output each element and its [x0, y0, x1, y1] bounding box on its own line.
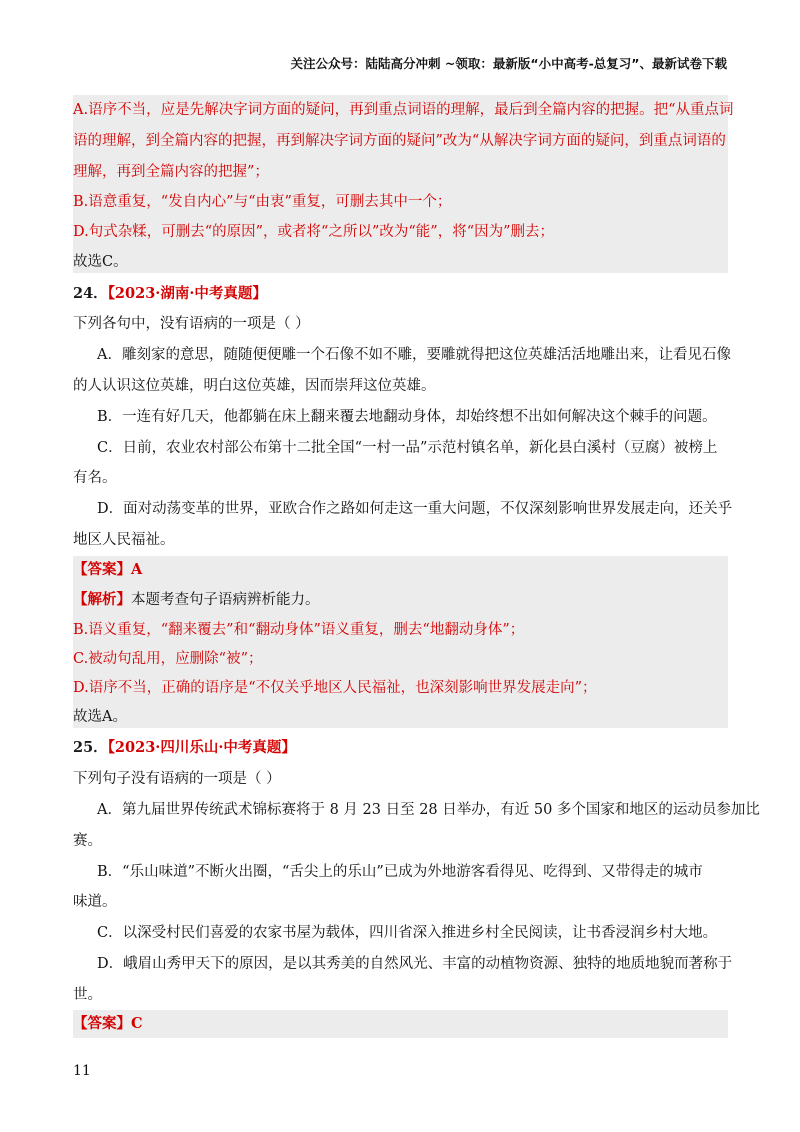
- answer-value: C: [131, 1015, 143, 1032]
- analysis-label: 【解析】: [73, 591, 131, 608]
- analysis-line: B.语义重复，“翻来覆去”和“翻动身体”语义重复，删去“地翻动身体”；: [73, 622, 525, 638]
- option-d-cont: 地区人民福祉。: [73, 532, 175, 548]
- stem-text: 语病的一项是（ ）: [189, 316, 310, 332]
- analysis-conclusion: 故选A。: [73, 709, 127, 725]
- question-number: 24．: [73, 285, 108, 302]
- emphasis-dots: • • 没有: [160, 316, 189, 332]
- page-header: 关注公众号：陆陆高分冲刺 ~领取：最新版“小中高考-总复习”、最新试卷下载: [290, 56, 727, 71]
- analysis-24: [73, 586, 320, 614]
- option-b-cont: 味道。: [73, 894, 117, 910]
- prev-analysis-line: A.语序不当，应是先解决字词方面的疑问，再到重点词语的理解，最后到全篇内容的把握。把“从重点词: [73, 102, 734, 118]
- prev-analysis-line: B.语意重复，“发自内心”与“由衷”重复，可删去其中一个；: [73, 194, 452, 210]
- question-source: 【2023·湖南·中考真题】: [107, 285, 267, 302]
- question-24-heading: [73, 280, 267, 308]
- prev-analysis-line: 语的理解，到全篇内容的把握，再到解决字词方面的疑问”改为“从解决字词方面的疑问，到重点词语的: [73, 133, 726, 149]
- option-a: A．第九届世界传统武术锦标赛将于 8 月 23 日至 28 日举办，有近 50 多个国家和地区的运动员参加比: [97, 802, 760, 818]
- analysis-line: C.被动句乱用，应删除“被”；: [73, 651, 263, 667]
- option-c: C．日前，农业农村部公布第十二批全国“一村一品”示范村镇名单，新化县白溪村（豆腐）被榜上: [97, 440, 718, 456]
- analysis-line: D.语序不当，正确的语序是“不仅关乎地区人民福祉，也深刻影响世界发展走向”；: [73, 680, 597, 696]
- answer-label: 【答案】: [73, 1015, 131, 1032]
- question-24-stem: [73, 310, 310, 338]
- option-b: B．一连有好几天，他都躺在床上翻来覆去地翻动身体，却始终想不出如何解决这个棘手的问题。: [97, 409, 717, 425]
- answer-label: 【答案】: [73, 561, 131, 578]
- option-a-cont: 赛。: [73, 833, 102, 849]
- option-a-cont: 的人认识这位英雄，明白这位英雄，因而崇拜这位英雄。: [73, 378, 436, 394]
- stem-text: 下列各句中，: [73, 316, 160, 332]
- option-b: B．“乐山味道”不断火出圈，“舌尖上的乐山”已成为外地游客看得见、吃得到、又带得走的城市: [97, 864, 703, 880]
- question-25-heading: [73, 734, 296, 762]
- option-d: D．峨眉山秀甲天下的原因，是以其秀美的自然风光、丰富的动植物资源、独特的地质地貌而著称于: [97, 956, 733, 972]
- question-number: 25．: [73, 739, 108, 756]
- answer-24: [73, 556, 142, 584]
- option-d: D．面对动荡变革的世界，亚欧合作之路如何走这一重大问题，不仅深刻影响世界发展走向，还关乎: [97, 501, 733, 517]
- answer-25: [73, 1010, 143, 1038]
- prev-analysis-line: D.句式杂糅，可删去“的原因”，或者将“之所以”改为“能”，将“因为”删去；: [73, 224, 555, 240]
- analysis-text: 本题考查句子语病辨析能力。: [131, 592, 320, 608]
- prev-analysis-line: 理解，再到全篇内容的把握”；: [73, 164, 269, 180]
- option-c: C．以深受村民们喜爱的农家书屋为载体，四川省深入推进乡村全民阅读，让书香浸润乡村大地。: [97, 925, 718, 941]
- option-c-cont: 有名。: [73, 470, 117, 486]
- answer-block-25: [73, 1010, 728, 1038]
- question-25-stem: 下列句子没有语病的一项是（ ）: [73, 771, 281, 787]
- page-number: 11: [73, 1063, 91, 1079]
- prev-analysis-conclusion: 故选C。: [73, 254, 128, 270]
- option-d-cont: 世。: [73, 987, 102, 1003]
- option-a: A．雕刻家的意思，随随便便雕一个石像不如不雕，要雕就得把这位英雄活活地雕出来，让看见石像: [97, 347, 731, 363]
- answer-value: A: [131, 561, 143, 578]
- question-source: 【2023·四川乐山·中考真题】: [107, 739, 296, 756]
